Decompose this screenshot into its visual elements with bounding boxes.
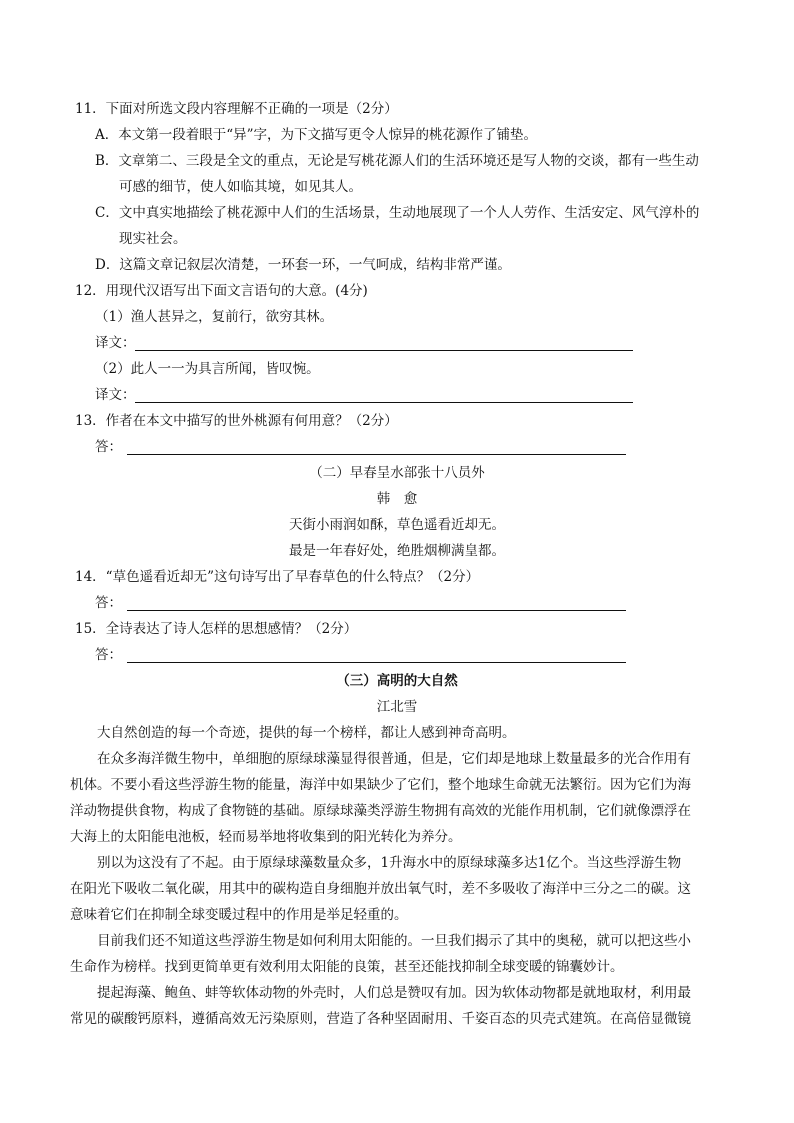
q14-answer-line[interactable] xyxy=(127,610,626,611)
essay-paragraph-1-line-1: 大自然创造的每一个奇迹，提供的每一个榜样，都让人感到神奇高明。 xyxy=(97,725,516,741)
q15-answer-label: 答： xyxy=(95,647,122,663)
q11-stem: 11．下面对所选文段内容理解不正确的一项是（2分） xyxy=(75,101,398,117)
essay-paragraph-3-line-2: 在阳光下吸收二氧化碳，用其中的碳构造自身细胞并放出氧气时，差不多吸收了海洋中三分之二的碳。这 xyxy=(70,881,691,897)
q11-option-b-line1: B．文章第二、三段是全文的重点，无论是写桃花源人们的生活环境还是写人物的交谈，都有一些生动 xyxy=(95,153,699,169)
essay-paragraph-4-line-1: 目前我们还不知道这些浮游生物是如何利用太阳能的。一旦我们揭示了其中的奥秘，就可以把这些小 xyxy=(97,933,691,949)
q12-translation-label-1: 译文： xyxy=(95,335,136,351)
essay-paragraph-5-line-2: 常见的碳酸钙原料，遵循高效无污染原则，营造了各种坚固耐用、千姿百态的贝壳式建筑。在高倍显微镜 xyxy=(70,1011,691,1027)
q14-answer-label: 答： xyxy=(95,595,122,611)
poem-author: 韩 愈 xyxy=(376,491,418,507)
essay-title: （三）高明的大自然 xyxy=(336,673,458,689)
q15-answer-line[interactable] xyxy=(127,662,626,663)
q12-sentence-2: （2）此人一一为具言所闻，皆叹惋。 xyxy=(95,361,320,377)
essay-paragraph-2-line-2: 机体。不要小看这些浮游生物的能量，海洋中如果缺少了它们，整个地球生命就无法繁衍。因为它们为海 xyxy=(70,777,691,793)
q11-option-c-line1: C．文中真实地描绘了桃花源中人们的生活场景，生动地展现了一个人人劳作、生活安定、风气淳朴的 xyxy=(95,205,700,221)
poem-line-2: 最是一年春好处，绝胜烟柳满皇都。 xyxy=(289,543,505,559)
q12-answer-line-2[interactable] xyxy=(135,402,633,403)
essay-author: 江北雪 xyxy=(376,699,418,715)
q12-translation-label-2: 译文： xyxy=(95,387,136,403)
essay-paragraph-3-line-1: 别以为这没有了不起。由于原绿球藻数量众多，1升海水中的原绿球藻多达1亿个。当这些浮游生物 xyxy=(97,855,682,871)
q15-stem: 15．全诗表达了诗人怎样的思想感情？（2分） xyxy=(75,621,358,637)
q11-option-c-line2: 现实社会。 xyxy=(119,231,187,247)
essay-paragraph-5-line-1: 提起海藻、鲍鱼、蚌等软体动物的外壳时，人们总是赞叹有加。因为软体动物都是就地取材，利用最 xyxy=(97,985,691,1001)
q13-stem: 13．作者在本文中描写的世外桃源有何用意？（2分） xyxy=(75,413,398,429)
essay-paragraph-2-line-3: 洋动物提供食物，构成了食物链的基础。原绿球藻类浮游生物拥有高效的光能作用机制，它们就像漂浮在 xyxy=(70,803,691,819)
q14-stem: 14．“草色遥看近却无”这句诗写出了早春草色的什么特点？（2分） xyxy=(75,569,480,585)
q12-stem: 12．用现代汉语写出下面文言语句的大意。(4分) xyxy=(75,283,368,299)
poem-line-1: 天街小雨润如酥，草色遥看近却无。 xyxy=(289,517,505,533)
q11-option-d: D．这篇文章记叙层次清楚，一环套一环，一气呵成，结构非常严谨。 xyxy=(95,257,511,273)
essay-paragraph-2-line-4: 大海上的太阳能电池板，轻而易举地将收集到的阳光转化为养分。 xyxy=(70,829,462,845)
q11-option-a: A．本文第一段着眼于“异”字，为下文描写更令人惊异的桃花源作了铺垫。 xyxy=(95,127,538,143)
poem-title: （二）早春呈水部张十八员外 xyxy=(309,465,485,481)
q12-answer-line-1[interactable] xyxy=(135,350,633,351)
q13-answer-label: 答： xyxy=(95,439,122,455)
q13-answer-line[interactable] xyxy=(127,454,626,455)
q12-sentence-1: （1）渔人甚异之，复前行，欲穷其林。 xyxy=(95,309,334,325)
essay-paragraph-3-line-3: 意味着它们在抑制全球变暖过程中的作用是举足轻重的。 xyxy=(70,907,408,923)
q11-option-b-line2: 可感的细节，使人如临其境，如见其人。 xyxy=(119,179,362,195)
essay-paragraph-4-line-2: 生命作为榜样。找到更简单更有效利用太阳能的良策，甚至还能找抑制全球变暖的锦囊妙计。 xyxy=(70,959,624,975)
essay-paragraph-2-line-1: 在众多海洋微生物中，单细胞的原绿球藻显得很普通，但是，它们却是地球上数量最多的光合作用有 xyxy=(97,751,691,767)
